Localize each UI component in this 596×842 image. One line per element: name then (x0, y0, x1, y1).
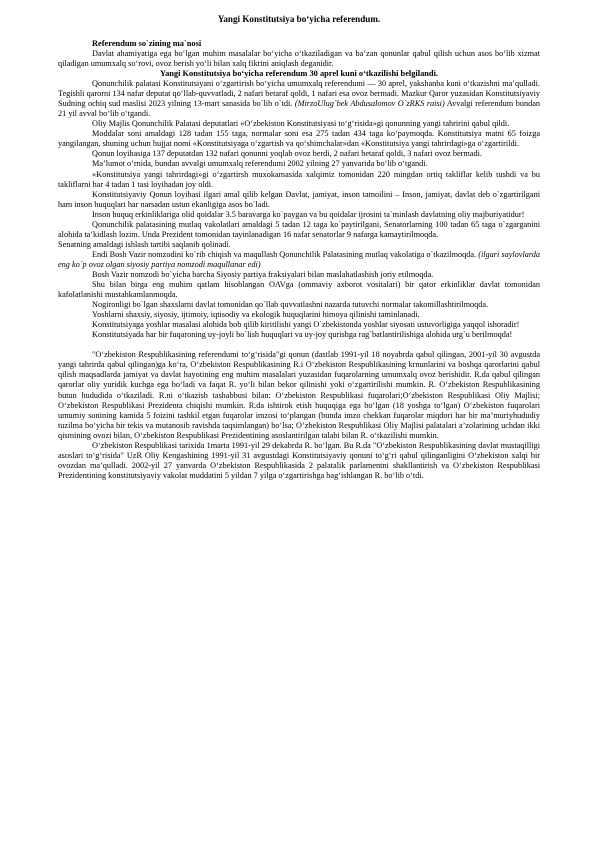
section-subtitle: Referendum so`zining ma`nosi (92, 39, 202, 48)
center-heading: Yangi Konstitutsiya bo‘yicha referendum 30 aprel kuni o‘tkazilishi belgilandi. (159, 69, 439, 79)
paragraph-housing: Konstitutsiyada har bir fuqaroning uy-joyli bo`lish huquqlari va uy-joy qurishga rag`batlantirilishiga alohida urg`u berilmoqda! (92, 330, 513, 340)
paragraph-text: Qonunchilik palatasi Konstitutsiyani o‘zgartirish bo‘yicha umumxalq referendumi — 30 aprel, yakshanba kuni o‘tkazishni ma’qulladi. Tegishli qarorni 134 nafar deputat qo‘llab-quvvatladi, 2 nafari betaraf qoldi, 1 nafari esa ovoz bermadi. Mazkur Qaror yuzasidan Konstitutsiyaviy Sudning ochiq sud maslisi 2023 yilning 13-mart sanasida bo`lib o`tdi. (58, 79, 540, 109)
document-title: Yangi Konstitutsiya bo‘yicha referendum. (217, 14, 381, 24)
paragraph-media: Shu bilan birga eng muhim qatlam hisoblangan OAVga (ommaviy axborot vositalari) bir qator erkinliklar davlat tomonidan kafolatlanishi mustahkamlanmoqda. (58, 280, 540, 300)
paragraph-new-edition: Oliy Majlis Qonunchilik Palatasi deputatlari «O‘zbekiston Konstitutsiyasi to‘g‘risida»gi qonunning yangi tahririni qabul qildi. (92, 119, 510, 129)
paragraph-text: Endi Bosh Vazir nomzodini ko`rib chiqish va maqullash Qonunchilik Palatasining mutlaq vakolatiga o`tkazilmoqda. (92, 249, 477, 259)
paragraph-rights: Inson huquq erkinliklariga olid qoidalar 3.5 baravarga ko`paygan va bu qoidalar ijrosini ta`minlash davlatning oliy majburiyatidur! (92, 209, 525, 219)
paragraph-youth-rights: Yoshlarni shaxsiy, siyosiy, ijtimoiy, iqtisodiy va ekologik huquqlarini himoya qilinishi taminlanadi. (92, 310, 420, 320)
paragraph-youth-chapter: Konstitutsiyaga yoshlar masalasi alohida bob qilib kiritilishi yangi O`zbekistonda yoshlar siyosati ustuvorligiga yaqqol ishoradir! (92, 320, 520, 330)
paragraph-powers: Qonunchilik palatasining mutlaq vakolatlari amaldagi 5 tadan 12 taga ko`paytirilgani, Senatorlarning 100 tadan 65 taga o`zgarganini alohida ta’kidlash lozim. Unda Prezident tomonidan tayinlanadigan 16 nafar senatorlar 9 nafarga kamaytirilmoqda. (58, 219, 540, 239)
paragraph-prime-minister (58, 250, 540, 270)
paragraph-referendum-date (58, 79, 540, 119)
paragraph-text-end: Avvalgi referendum bundan 21 yil avval bo‘lib o‘tgandi. (58, 99, 540, 119)
paragraph-referendum-law: "O‘zbekiston Respublikasining referendumi to‘g‘risida"gi qonun (dastlab 1991-yil 18 noyabrda qabul qilingan, 2001-yil 30 avgustda yangi tahrirda qabul qilingan)ga ko‘ra, O‘zbekiston Respublikasining R.i O‘zbekiston Respublikasining krnunlarini va boshqa qarorlarini qabul qilish maqsadlarda jamiyat va davlat hayotining eng muhim masalalari yuzasidan fuqarolarning umumxalq ovoz berishidir. R.da qabul qilingan qarorlar oliy yuridik kuchga ega bo‘ladi va faqat R. yo‘li bilan bekor qilinishi yoki o‘zgartirilishi mumkin. R. O‘zbekiston Respublikasining butun hududida o‘tkaziladi. R.ni o‘tkazish tashabbusi bilan: O‘zbekiston Respublikasi fuqarolari;O‘zbekiston Respublikasi Oliy Majlisi; O‘zbekiston Respublikasi Prezidenta chiqishi mumkin. R.da ishtirok etish huquqiga ega bo‘lgan (18 yoshga to‘lgan) O‘zbekiston fuqarolari umumiy sonining kamida 5 foizini tashkil etgan fuqarolar imzosi to‘plangan (bunda imzo chekkan fuqarolar miqdori har bir ma’muriyhududiy tuzilma bo‘yicha bir tekis va mutanosib ravishda taqsimlangan) bo‘lsa; O‘zbekiston Respublikasi Oliy Majlisi palatalari a’zolarining uchdan ikki qismining ovozi bilan, O‘zbekiston Respublikasi Prezidentining asoslantirilgan talabi bilan R. o‘tkazilishi mumkin. (58, 350, 540, 440)
paragraph-definition: Davlat ahamiyatiga ega bo‘lgan muhim masalalar bo‘yicha o‘tkaziladigan va ba’zan qonunlar qabul qilish uchun asos bo‘lib xizmat qiladigan umumxalq so‘rovi, ovoz berish yo‘li bilan xalq fikrini aniqlash deganidir. (58, 49, 540, 69)
paragraph-vote: Qonun loyihasiga 137 deputatdan 132 nafari qonunni yoqlab ovoz berdi, 2 nafari betaraf qoldi, 3 nafari ovoz bermadi. (92, 149, 482, 159)
paragraph-consultation: Bosh Vazir nomzodi bo`yicha barcha Siyosiy partiya fraksiyalari bilan maslahatlashish joriy etilmoqda. (92, 269, 434, 279)
paragraph-disabilities: Nogironligi bo`lgan shaxslarni davlat tomonidan qo`llab quvvatlashni nazarda tutuvchi normalar takomillashtirilmoqda. (92, 300, 489, 310)
spacer (58, 340, 540, 350)
paragraph-previous: Ma’lumot o‘rnida, bundan avvalgi umumxalq referendumi 2002 yilning 27 yanvarida bo‘lib o‘tgandi. (92, 159, 428, 169)
paragraph-senate: Senatning amaldagi ishlash tartibi saqlanib qolinadi. (58, 239, 231, 249)
paragraph-articles: Moddalar soni amaldagi 128 tadan 155 taga, normalar soni esa 275 tadan 434 taga ko‘paymoqda. Konstitutsiya matni 65 foizga yangilangan, shuning uchun hujjat nomi «Konstitutsiyaga o‘zgartish va qo‘shimchalar»dan «Konstitutsiya yangi tahrirdagi»ga o‘zgartirildi. (58, 129, 540, 149)
paragraph-principle: Konstitutsiyaviy Qonun loyihasi ilgari amal qilib kelgan Davlat, jamiyat, inson tamoilini – Inson, jamiyat, davlat deb o`zgartirilgani ham inson huquqlari har narsadan ustun ekanligiga asos bo`ladi. (58, 189, 540, 209)
paragraph-proposals: «Konstitutsiya yangi tahrirdagi»gi o‘zgartirsh muxokamasida xalqimiz tomonidan 220 mingdan ortiq takliflar kelib tushdi va bu takliflarni har 4 tadan 1 tasi loyihadan joy oldi. (58, 169, 540, 189)
paragraph-history: O‘zbekiston Respublikasi tarixida 1marta 1991-yil 29 dekabrda R. bo‘lgan. Bu R.da "O‘zbekiston Respublikasining davlat mustaqilligi asoslari to‘g‘risida" UzR Oliy Kengashining 1991-yil 31 avgustdagi Konstitutsiyaviy qonuni to‘g‘ri qabul qilinganligini O‘zbekiston xalqi bir ovozdan ma’qulladi. 2002-yil 27 yanvarda O‘zbekiston Respublikasida 2 palatalik parlamentni shakllantirish va O‘zbekiston Respublikasi Prezidentining konstitutsiyaviy vakolat muddatini 5 yildan 7 yilga o‘zgartirishga bag‘ishlangan R. bo‘lib o‘tdi. (58, 440, 540, 480)
italic-note: (ilgari saylovlarda eng ko`p ovoz olgan siyosiy partiya nomzodi maqullanar edi) (58, 249, 541, 269)
italic-note: (MirzoUlug`bek Abdusalomov O`zRKS raisi) (294, 99, 445, 109)
